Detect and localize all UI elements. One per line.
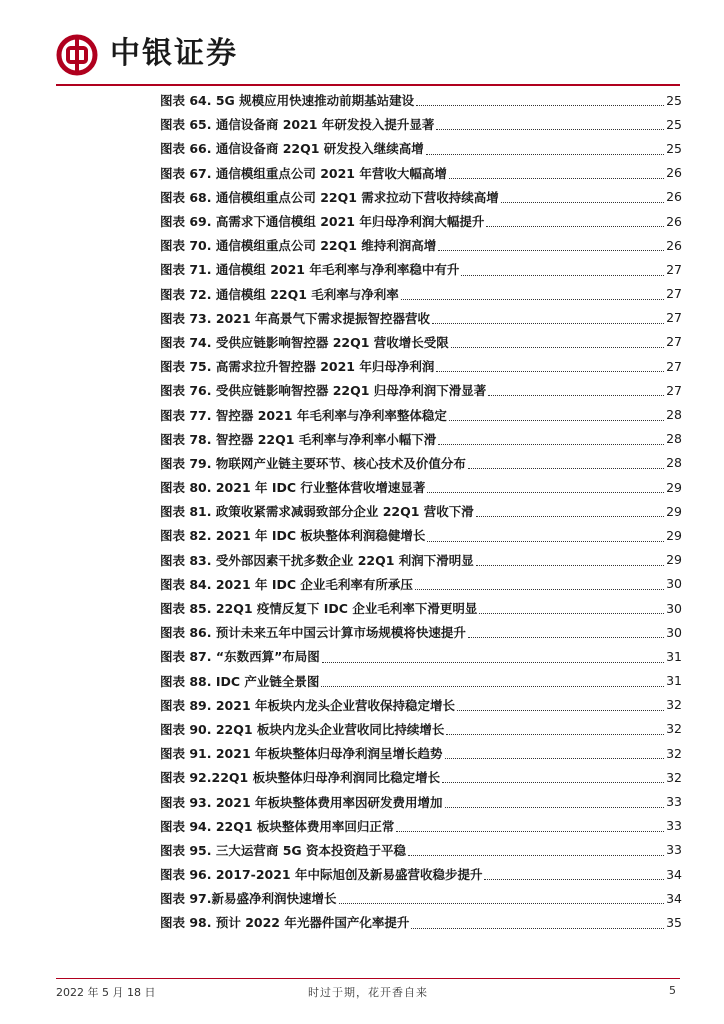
toc-entry-title: 图表 79. 物联网产业链主要环节、核心技术及价值分布	[160, 455, 466, 471]
toc-entry[interactable]	[160, 862, 682, 886]
toc-entry-page: 30	[666, 576, 682, 592]
toc-entry[interactable]	[160, 209, 682, 233]
toc-entry-page: 25	[666, 92, 682, 108]
toc-dot-leader	[426, 144, 664, 155]
toc-entry[interactable]	[160, 910, 682, 934]
toc-entry[interactable]	[160, 596, 682, 620]
toc-dot-leader	[457, 700, 664, 711]
toc-dot-leader	[445, 748, 665, 759]
toc-entry[interactable]	[160, 402, 682, 426]
toc-entry-page: 25	[666, 140, 682, 156]
toc-dot-leader	[451, 337, 664, 348]
toc-dot-leader	[432, 313, 664, 324]
toc-entry-title: 图表 94. 22Q1 板块整体费用率回归正常	[160, 818, 395, 834]
toc-dot-leader	[476, 555, 664, 566]
toc-entry-page: 27	[666, 310, 682, 326]
toc-entry-page: 26	[666, 213, 682, 229]
toc-entry-title: 图表 76. 受供应链影响智控器 22Q1 归母净利润下滑显著	[160, 383, 487, 399]
toc-dot-leader	[446, 724, 664, 735]
toc-dot-leader	[449, 410, 664, 421]
toc-entry-page: 25	[666, 116, 682, 132]
toc-entry-title: 图表 93. 2021 年板块整体费用率因研发费用增加	[160, 794, 443, 810]
toc-entry-page: 33	[666, 842, 682, 858]
toc-entry[interactable]	[160, 233, 682, 257]
toc-entry-title: 图表 64. 5G 规模应用快速推动前期基站建设	[160, 93, 415, 109]
toc-entry[interactable]	[160, 499, 682, 523]
toc-entry-title: 图表 88. IDC 产业链全景图	[160, 673, 320, 689]
toc-entry-page: 33	[666, 794, 682, 810]
toc-entry-page: 26	[666, 237, 682, 253]
toc-entry-page: 27	[666, 334, 682, 350]
toc-entry-page: 35	[666, 914, 682, 930]
toc-dot-leader	[476, 506, 664, 517]
toc-entry[interactable]	[160, 669, 682, 693]
toc-entry-title: 图表 81. 政策收紧需求减弱致部分企业 22Q1 营收下滑	[160, 504, 474, 520]
toc-entry-page: 27	[666, 358, 682, 374]
toc-entry-page: 34	[666, 866, 682, 882]
toc-entry[interactable]	[160, 523, 682, 547]
toc-entry-title: 图表 77. 智控器 2021 年毛利率与净利率整体稳定	[160, 407, 447, 423]
toc-entry[interactable]	[160, 282, 682, 306]
toc-entry[interactable]	[160, 378, 682, 402]
toc-entry[interactable]	[160, 838, 682, 862]
toc-dot-leader	[401, 289, 664, 300]
toc-entry-page: 27	[666, 286, 682, 302]
toc-entry-title: 图表 90. 22Q1 板块内龙头企业营收同比持续增长	[160, 721, 445, 737]
toc-dot-leader	[396, 821, 664, 832]
toc-entry[interactable]	[160, 886, 682, 910]
toc-entry-page: 31	[666, 648, 682, 664]
toc-entry-title: 图表 66. 通信设备商 22Q1 研发投入继续高增	[160, 141, 424, 157]
toc-dot-leader	[408, 845, 664, 856]
toc-entry-title: 图表 96. 2017-2021 年中际旭创及新易盛营收稳步提升	[160, 867, 483, 883]
footer-slogan: 时过于期，花开香自来	[308, 986, 428, 999]
toc-dot-leader	[484, 869, 664, 880]
page-header	[56, 32, 676, 78]
toc-entry-title: 图表 91. 2021 年板块整体归母净利润呈增长趋势	[160, 746, 443, 762]
toc-entry-page: 26	[666, 189, 682, 205]
toc-entry-page: 28	[666, 431, 682, 447]
toc-entry-page: 30	[666, 600, 682, 616]
toc-dot-leader	[486, 216, 664, 227]
toc-entry[interactable]	[160, 789, 682, 813]
toc-dot-leader	[416, 95, 664, 106]
toc-dot-leader	[427, 531, 664, 542]
toc-entry-page: 27	[666, 382, 682, 398]
toc-entry[interactable]	[160, 475, 682, 499]
toc-entry[interactable]	[160, 644, 682, 668]
toc-dot-leader	[445, 797, 665, 808]
toc-entry-page: 27	[666, 261, 682, 277]
toc-entry-page: 30	[666, 624, 682, 640]
toc-entry[interactable]	[160, 306, 682, 330]
toc-dot-leader	[438, 240, 664, 251]
toc-entry[interactable]	[160, 814, 682, 838]
toc-entry[interactable]	[160, 717, 682, 741]
toc-entry-title: 图表 84. 2021 年 IDC 企业毛利率有所承压	[160, 576, 413, 592]
toc-entry[interactable]	[160, 693, 682, 717]
toc-entry-title: 图表 73. 2021 年高景气下需求提振智控器营收	[160, 310, 430, 326]
toc-dot-leader	[442, 772, 664, 783]
footer-date: 2022 年 5 月 18 日	[56, 986, 156, 999]
toc-entry-title: 图表 82. 2021 年 IDC 板块整体利润稳健增长	[160, 528, 426, 544]
toc-entry-page: 28	[666, 455, 682, 471]
toc-entry-title: 图表 70. 通信模组重点公司 22Q1 维持利润高增	[160, 238, 437, 254]
toc-entry[interactable]	[160, 572, 682, 596]
toc-entry[interactable]	[160, 427, 682, 451]
toc-dot-leader	[461, 265, 664, 276]
toc-dot-leader	[436, 119, 664, 130]
toc-entry-page: 34	[666, 890, 682, 906]
toc-dot-leader	[411, 918, 664, 929]
toc-entry-title: 图表 68. 通信模组重点公司 22Q1 需求拉动下营收持续高增	[160, 189, 499, 205]
toc-entry-page: 31	[666, 673, 682, 689]
toc-entry[interactable]	[160, 112, 682, 136]
toc-entry-page: 29	[666, 527, 682, 543]
toc-entry[interactable]	[160, 620, 682, 644]
toc-entry[interactable]	[160, 136, 682, 160]
bank-of-china-logo-icon	[56, 34, 98, 76]
footer-divider	[56, 978, 680, 979]
toc-entry-page: 32	[666, 745, 682, 761]
toc-entry[interactable]	[160, 548, 682, 572]
toc-entry[interactable]	[160, 741, 682, 765]
toc-dot-leader	[339, 893, 665, 904]
toc-entry-title: 图表 67. 通信模组重点公司 2021 年营收大幅高增	[160, 165, 447, 181]
toc-dot-leader	[488, 385, 664, 396]
brand-name: 中银证券	[110, 36, 238, 71]
toc-entry[interactable]	[160, 451, 682, 475]
toc-entry-title: 图表 74. 受供应链影响智控器 22Q1 营收增长受限	[160, 334, 449, 350]
toc-entry[interactable]	[160, 354, 682, 378]
toc-entry-title: 图表 72. 通信模组 22Q1 毛利率与净利率	[160, 286, 399, 302]
table-of-figures	[160, 88, 682, 935]
toc-entry[interactable]	[160, 161, 682, 185]
toc-entry-title: 图表 87. “东数西算”布局图	[160, 649, 320, 665]
toc-entry-page: 29	[666, 479, 682, 495]
toc-dot-leader	[322, 652, 664, 663]
toc-dot-leader	[321, 676, 664, 687]
header-divider	[56, 84, 680, 86]
toc-entry-title: 图表 78. 智控器 22Q1 毛利率与净利率小幅下滑	[160, 431, 437, 447]
toc-dot-leader	[427, 482, 664, 493]
toc-entry-page: 32	[666, 721, 682, 737]
toc-entry-page: 33	[666, 818, 682, 834]
toc-entry-title: 图表 80. 2021 年 IDC 行业整体营收增速显著	[160, 480, 426, 496]
toc-entry-title: 图表 75. 高需求拉升智控器 2021 年归母净利润	[160, 359, 435, 375]
toc-entry-page: 26	[666, 165, 682, 181]
toc-entry-title: 图表 83. 受外部因素干扰多数企业 22Q1 利润下滑明显	[160, 552, 474, 568]
toc-entry-page: 32	[666, 769, 682, 785]
toc-entry-title: 图表 97.新易盛净利润快速增长	[160, 891, 337, 907]
toc-entry[interactable]	[160, 257, 682, 281]
page-footer	[56, 984, 680, 1002]
toc-dot-leader	[468, 627, 664, 638]
toc-dot-leader	[436, 361, 664, 372]
toc-entry-title: 图表 86. 预计未来五年中国云计算市场规模将快速提升	[160, 625, 466, 641]
toc-dot-leader	[449, 168, 664, 179]
toc-entry[interactable]	[160, 330, 682, 354]
toc-dot-leader	[438, 434, 664, 445]
toc-entry-title: 图表 85. 22Q1 疫情反复下 IDC 企业毛利率下滑更明显	[160, 601, 478, 617]
toc-entry-page: 28	[666, 407, 682, 423]
toc-dot-leader	[468, 458, 664, 469]
toc-entry-title: 图表 89. 2021 年板块内龙头企业营收保持稳定增长	[160, 697, 455, 713]
toc-entry[interactable]	[160, 765, 682, 789]
toc-entry[interactable]	[160, 88, 682, 112]
toc-entry-title: 图表 69. 高需求下通信模组 2021 年归母净利润大幅提升	[160, 214, 485, 230]
toc-entry-title: 图表 65. 通信设备商 2021 年研发投入提升显著	[160, 117, 435, 133]
page-number: 5	[669, 984, 676, 997]
toc-entry-title: 图表 98. 预计 2022 年光器件国产化率提升	[160, 915, 410, 931]
toc-entry-title: 图表 92.22Q1 板块整体归母净利润同比稳定增长	[160, 770, 441, 786]
toc-entry-page: 29	[666, 503, 682, 519]
toc-entry-title: 图表 71. 通信模组 2021 年毛利率与净利率稳中有升	[160, 262, 460, 278]
toc-entry-page: 32	[666, 697, 682, 713]
toc-entry[interactable]	[160, 185, 682, 209]
toc-dot-leader	[501, 192, 664, 203]
toc-dot-leader	[479, 603, 664, 614]
toc-entry-page: 29	[666, 552, 682, 568]
toc-dot-leader	[415, 579, 664, 590]
toc-entry-title: 图表 95. 三大运营商 5G 资本投资趋于平稳	[160, 842, 407, 858]
